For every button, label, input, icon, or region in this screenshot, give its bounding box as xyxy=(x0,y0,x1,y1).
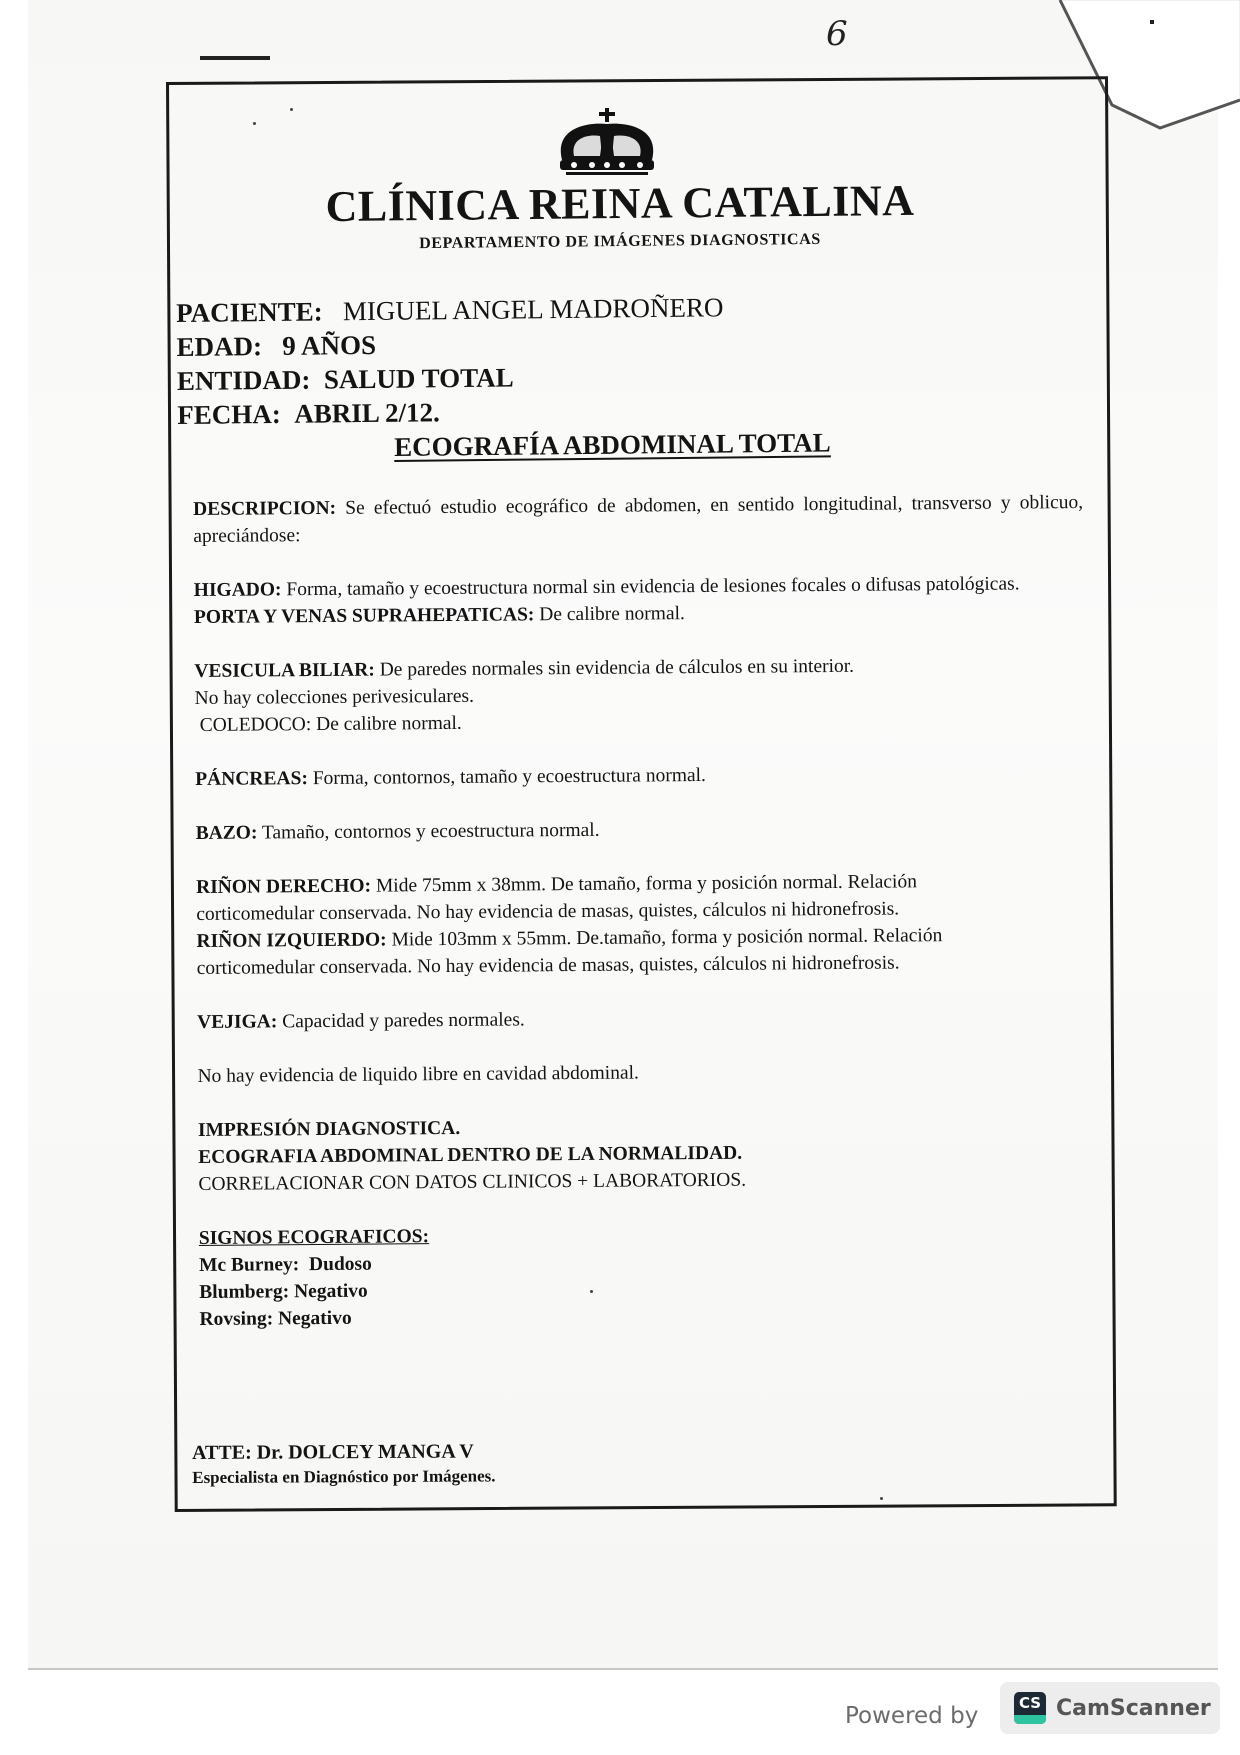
entity-row xyxy=(177,358,725,398)
spleen-label: BAZO: xyxy=(195,822,258,844)
gallbladder-text: De paredes normales sin evidencia de cálculos en su interior. xyxy=(374,655,855,681)
description-section xyxy=(193,489,1083,550)
handwritten-page-number: 6 xyxy=(826,14,848,54)
page-edge xyxy=(28,1668,1218,1670)
bladder-label: VEJIGA: xyxy=(197,1011,278,1033)
impression-result-text: ECOGRAFIA ABDOMINAL DENTRO DE LA NORMALIDAD. xyxy=(198,1142,743,1168)
scan-speck xyxy=(590,1290,593,1293)
report-body xyxy=(193,489,1090,1333)
patient-label: PACIENTE: xyxy=(176,296,323,328)
camscanner-logo-icon xyxy=(1014,1692,1046,1724)
description-label: DESCRIPCION: xyxy=(193,497,337,520)
age-label: EDAD: xyxy=(176,331,263,362)
entity-value-text: SALUD TOTAL xyxy=(323,362,514,395)
scan-speck xyxy=(253,122,256,125)
sign-value: Negativo xyxy=(289,1280,368,1303)
right-kidney-section xyxy=(196,868,1016,928)
sign-label: Rovsing: xyxy=(199,1308,274,1330)
spleen-text: Tamaño, contornos y ecoestructura normal. xyxy=(257,819,600,844)
scan-speck xyxy=(290,108,293,111)
pancreas-text: Forma, contornos, tamaño y ecoestructura normal. xyxy=(307,764,706,790)
entity-value xyxy=(317,362,514,394)
gallbladder-label: VESICULA BILIAR: xyxy=(194,659,375,682)
patient-info xyxy=(176,290,725,432)
age-row xyxy=(176,324,724,364)
left-kidney-section xyxy=(196,921,1036,982)
sign-label: Blumberg: xyxy=(199,1281,290,1303)
sign-value: Negativo xyxy=(273,1307,352,1330)
age-value-text: 9 AÑOS xyxy=(282,329,377,361)
date-label: FECHA: xyxy=(177,398,281,430)
entity-label: ENTIDAD: xyxy=(176,364,311,396)
date-row xyxy=(177,392,725,432)
powered-by-label: Powered by xyxy=(845,1703,979,1729)
department-name: DEPARTAMENTO DE IMÁGENES DIAGNOSTICAS xyxy=(419,230,821,253)
portal-text: De calibre normal. xyxy=(534,603,685,626)
sign-label: Mc Burney: xyxy=(198,1254,300,1276)
signs-title: SIGNOS ECOGRAFICOS: xyxy=(198,1226,430,1249)
free-fluid-note: No hay evidencia de liquido libre en cavidad abdominal. xyxy=(197,1062,639,1087)
liver-text: Forma, tamaño y ecoestructura normal sin evidencia de lesiones focales o difusas patológicas. xyxy=(281,573,1020,601)
exam-title: ECOGRAFÍA ABDOMINAL TOTAL xyxy=(394,427,831,462)
liver-label: HIGADO: xyxy=(193,579,282,601)
doctor-name: ATTE: Dr. DOLCEY MANGA V xyxy=(192,1440,474,1464)
impression-title-text: IMPRESIÓN DIAGNOSTICA. xyxy=(197,1117,461,1141)
ultrasound-signs xyxy=(199,1218,1090,1333)
patient-name-row xyxy=(176,290,724,330)
pancreas-label: PÁNCREAS: xyxy=(195,768,308,790)
description-text: Se efectuó estudio ecográfico de abdomen, en sentido longitudinal, transverso y oblicuo, apreciándose: xyxy=(193,492,1084,547)
right-kidney-text: Mide 75mm x 38mm. De tamaño, forma y posición normal. Relación corticomedular conservada. No hay evidencia de masas, quistes, cálculos ni hidronefrosis. xyxy=(196,871,918,925)
pen-mark xyxy=(200,56,270,60)
camscanner-logo-text: CS xyxy=(1018,1694,1042,1712)
left-kidney-label: RIÑON IZQUIERDO: xyxy=(196,929,387,952)
scan-speck xyxy=(880,1497,883,1500)
crown-icon xyxy=(552,108,662,180)
common-bile-duct: COLEDOCO: De calibre normal. xyxy=(194,712,462,736)
sign-value: Dudoso xyxy=(299,1253,372,1276)
right-kidney-label: RIÑON DERECHO: xyxy=(195,875,372,898)
bladder-text: Capacidad y paredes normales. xyxy=(277,1009,525,1033)
doctor-title: Especialista en Diagnóstico por Imágenes. xyxy=(192,1466,496,1487)
impression-note: CORRELACIONAR CON DATOS CLINICOS + LABORATORIOS. xyxy=(198,1169,747,1195)
gallbladder-extra: No hay colecciones perivesiculares. xyxy=(194,685,475,709)
date-value xyxy=(287,397,440,429)
patient-name xyxy=(329,292,723,326)
signature-block xyxy=(192,1438,496,1490)
patient-name-value: MIGUEL ANGEL MADROÑERO xyxy=(342,292,724,327)
camscanner-badge[interactable] xyxy=(1000,1682,1220,1734)
age-value xyxy=(269,330,377,361)
left-kidney-text: Mide 103mm x 55mm. De.tamaño, forma y posición normal. Relación corticomedular conservada. No hay evidencia de masas, quistes, cálculos ni hidronefrosis. xyxy=(196,925,943,979)
camscanner-brand-name: CamScanner xyxy=(1056,1695,1211,1721)
portal-label: PORTA Y VENAS SUPRAHEPATICAS: xyxy=(193,604,535,628)
clinic-name: CLÍNICA REINA CATALINA xyxy=(325,175,915,232)
date-value-text: ABRIL 2/12. xyxy=(294,397,440,429)
